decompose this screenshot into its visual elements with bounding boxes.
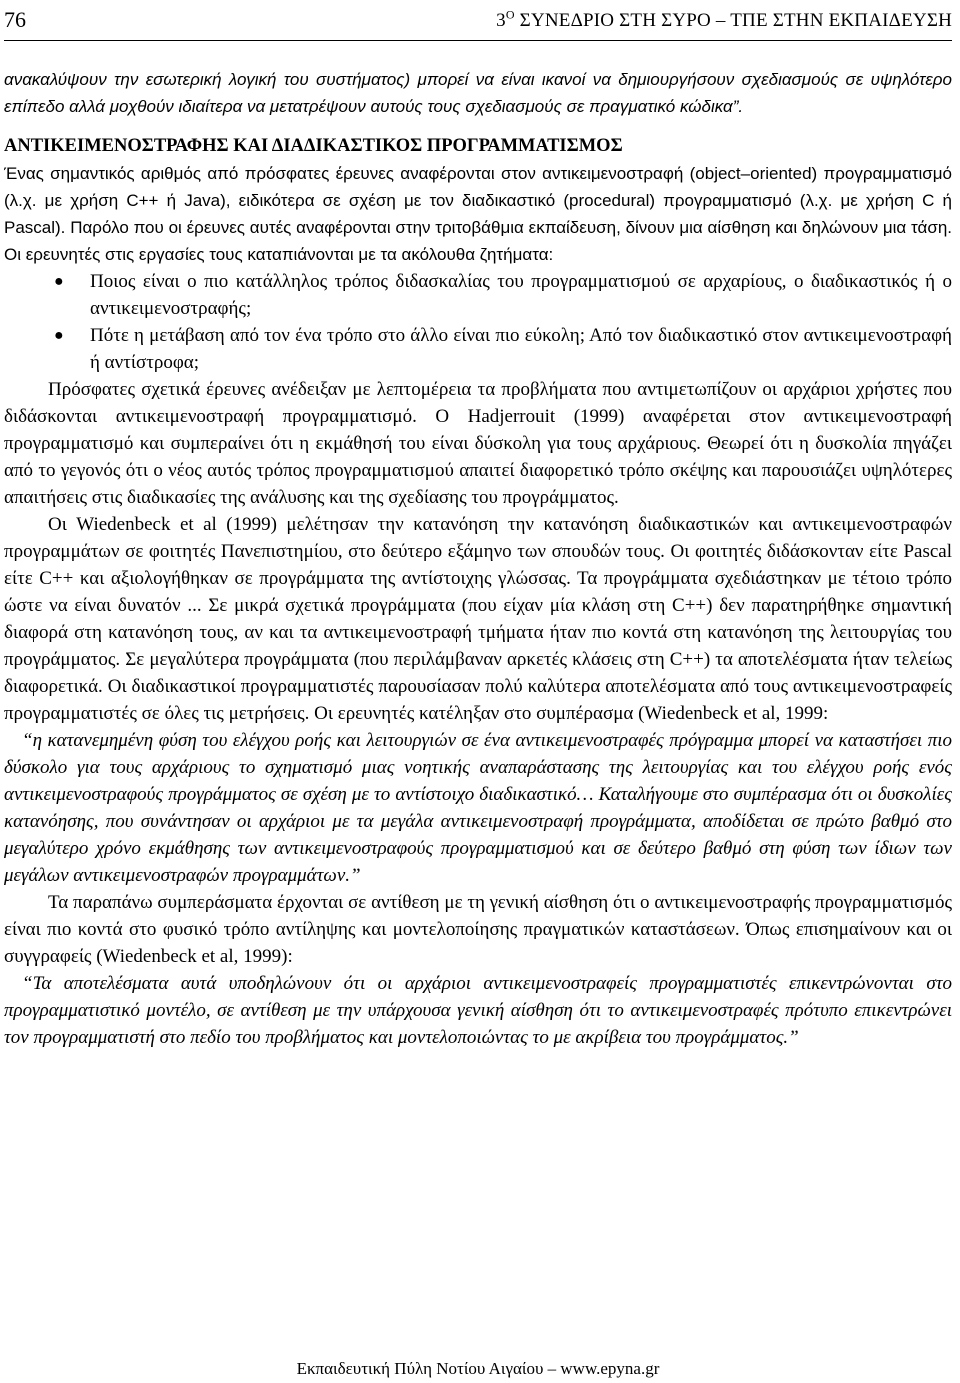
section-heading: ΑΝΤΙΚΕΙΜΕΝΟΣΤΡΑΦΗΣ ΚΑΙ ΔΙΑΔΙΚΑΣΤΙΚΟΣ ΠΡΟΓΡΑΜΜΑΤΙΣΜΟΣ [4,136,623,156]
paragraph-1-rest: Παρόλο που οι έρευνες αυτές αναφέρονται στην τριτοβάθμια εκπαίδευση, δίνουν μια αίσθηση και δηλώνουν μια τάση. Οι ερευνητές στις εργασίες τους καταπιάνονται με τα ακόλουθα ζητήματα: [4,218,952,264]
bullet-icon: ● [54,327,64,344]
running-head-superscript: Ο [505,7,515,22]
running-head-prefix: 3 [496,10,506,31]
running-head-text: ΣΥΝΕΔΡΙΟ ΣΤΗ ΣΥΡΟ – ΤΠΕ ΣΤΗΝ ΕΚΠΑΙΔΕΥΣΗ [514,10,952,31]
paragraph-3: Οι Wiedenbeck et al (1999) μελέτησαν την κατανόηση την κατανόηση διαδικαστικών και αντικειμενοστραφών προγραμμάτων σε φοιτητές Πανεπιστημίου, στο δεύτερο εξάμηνο των σπουδών τους. Οι φοιτητές διδάσκονταν είτε Pascal είτε C++ και αξιολογήθηκαν σε προγράμματα της αντίστοιχης γλώσσας. Τα προγράμματα σχεδιάστηκαν με τέτοιο τρόπο ώστε να είναι δυνατόν ... Σε μικρά σχετικά προγράμματα (που είχαν μία κλάση στη C++) δεν παρατηρήθηκε σημαντική διαφορά στη κατανόηση τους, αν και τα αντικειμενοστραφή τμήματα ήταν πιο κοντά στη κατανόηση της λειτουργίας του προγράμματος. Σε μεγαλύτερα προγράμματα (που περιλάμβαναν αρκετές κλάσεις στη C++) τα αποτελέσματα ήταν τελείως διαφορετικά. Οι διαδικαστικοί προγραμματιστές παρουσίασαν πολύ καλύτερα αποτελέσματα από τους αντικειμενοστραφείς προγραμματιστές σε όλες τις μετρήσεις. Οι ερευνητές κατέληξαν στο συμπέρασμα (Wiedenbeck et al, 1999: [4,514,952,724]
paragraph-2: Πρόσφατες σχετικά έρευνες ανέδειξαν με λεπτομέρεια τα προβλήματα που αντιμετωπίζουν οι αρχάριοι χρήστες που διδάσκονται αντικειμενοστραφή προγραμματισμό. Ο Hadjerrouit (1999) αναφέρεται στον αντικειμενοστραφή προγραμματισμό και συμπεραίνει ότι η εκμάθησή του είναι δύσκολη για τους αρχάριους. Θεωρεί ότι η δυσκολία πηγάζει από το γεγονός ότι ο νέος αυτός τρόπος προγραμματισμού απαιτεί διαφορετικό τρόπο σκέψης και παρουσιάζει υψηλότερες απαιτήσεις στις διαδικασίες της ανάλυσης και της σχεδίασης του προγράμματος. [4,379,952,508]
bullet-list [4,268,952,376]
bullet-item [4,268,952,322]
quote-2: “Τα αποτελέσματα αυτά υποδηλώνουν ότι οι αρχάριοι αντικειμενοστραφείς προγραμματιστές επικεντρώνονται στο προγραμματιστικό μοντέλο, σε αντίθεση με την υπάρχουσα γενική αίσθηση ότι το αντικειμενοστραφές πρότυπο επικεντρώνει τον προγραμματιστή στο πεδίο του προβλήματος και μοντελοποιώντας το με ακρίβεια του προγράμματος.” [4,973,952,1048]
bullet-icon: ● [54,273,64,290]
page-body [4,66,952,1051]
paragraph-1-sans: Ένας σημαντικός αριθμός από πρόσφατες έρευνες αναφέρονται στον αντικειμενοστραφή (object–oriented) προγραμματισμό (λ.χ. με χρήση C++ ή Java), ειδικότερα σε σχέση με τον διαδικαστικό (procedural) προγραμματισμό (λ.χ. με χρήση C ή Pascal). [4,164,952,237]
running-head [496,7,952,34]
page-number: 76 [4,7,26,32]
bullet-text: Ποιος είναι ο πιο κατάλληλος τρόπος διδασκαλίας του προγραμματισμού σε αρχαρίους, ο διαδικαστικός ή ο αντικειμενοστραφής; [90,271,952,319]
quote-1: “η κατανεμημένη φύση του ελέγχου ροής και λειτουργιών σε ένα αντικειμενοστραφές πρόγραμμα μπορεί να καταστήσει πιο δύσκολο για τους αρχάριους το σχηματισμό μιας νοητικής αναπαράστασης της λειτουργίας και του ελέγχου ροής ενός αντικειμενοστραφούς προγράμματος σε σχέση με το αντίστοιχο διαδικαστικό… Καταλήγουμε στο συμπέρασμα ότι οι δυσκολίες κατανόησης, που συνάντησαν οι αρχάριοι με τα μεγάλα αντικειμενοστραφή προγράμματα, αποδίδεται σε πρώτο βαθμό στο μεγαλύτερο χρόνο εκμάθησης των αντικειμενοστραφούς προγραμματισμού και σε δεύτερο βαθμό στη φύση των ίδιων των μεγάλων αντικειμενοστραφών προγραμμάτων.” [4,730,952,886]
bullet-text: Πότε η μετάβαση από τον ένα τρόπο στο άλλο είναι πιο εύκολη; Από τον διαδικαστικό στον αντικειμενοστραφή ή αντίστροφα; [90,325,952,373]
page-header [4,0,952,41]
document-page [4,0,952,1383]
page-footer: Εκπαιδευτική Πύλη Νοτίου Αιγαίου – www.epyna.gr [296,1359,660,1378]
paragraph-4: Τα παραπάνω συμπεράσματα έρχονται σε αντίθεση με τη γενική αίσθηση ότι ο αντικειμενοστραφής προγραμματισμός είναι πιο κοντά στο φυσικό τρόπο αντίληψης και μοντελοποίησης πραγματικών καταστάσεων. Όπως επισημαίνουν και οι συγγραφείς (Wiedenbeck et al, 1999): [4,892,952,967]
paragraph-1 [4,160,952,268]
intro-paragraph: ανακαλύψουν την εσωτερική λογική του συστήματος) μπορεί να είναι ικανοί να δημιουργήσουν σχεδιασμούς σε υψηλότερο επίπεδο αλλά μοχθούν ιδιαίτερα να μετατρέψουν αυτούς τους σχεδιασμούς σε πραγματικό κώδικα”. [4,70,952,116]
bullet-item [4,322,952,376]
